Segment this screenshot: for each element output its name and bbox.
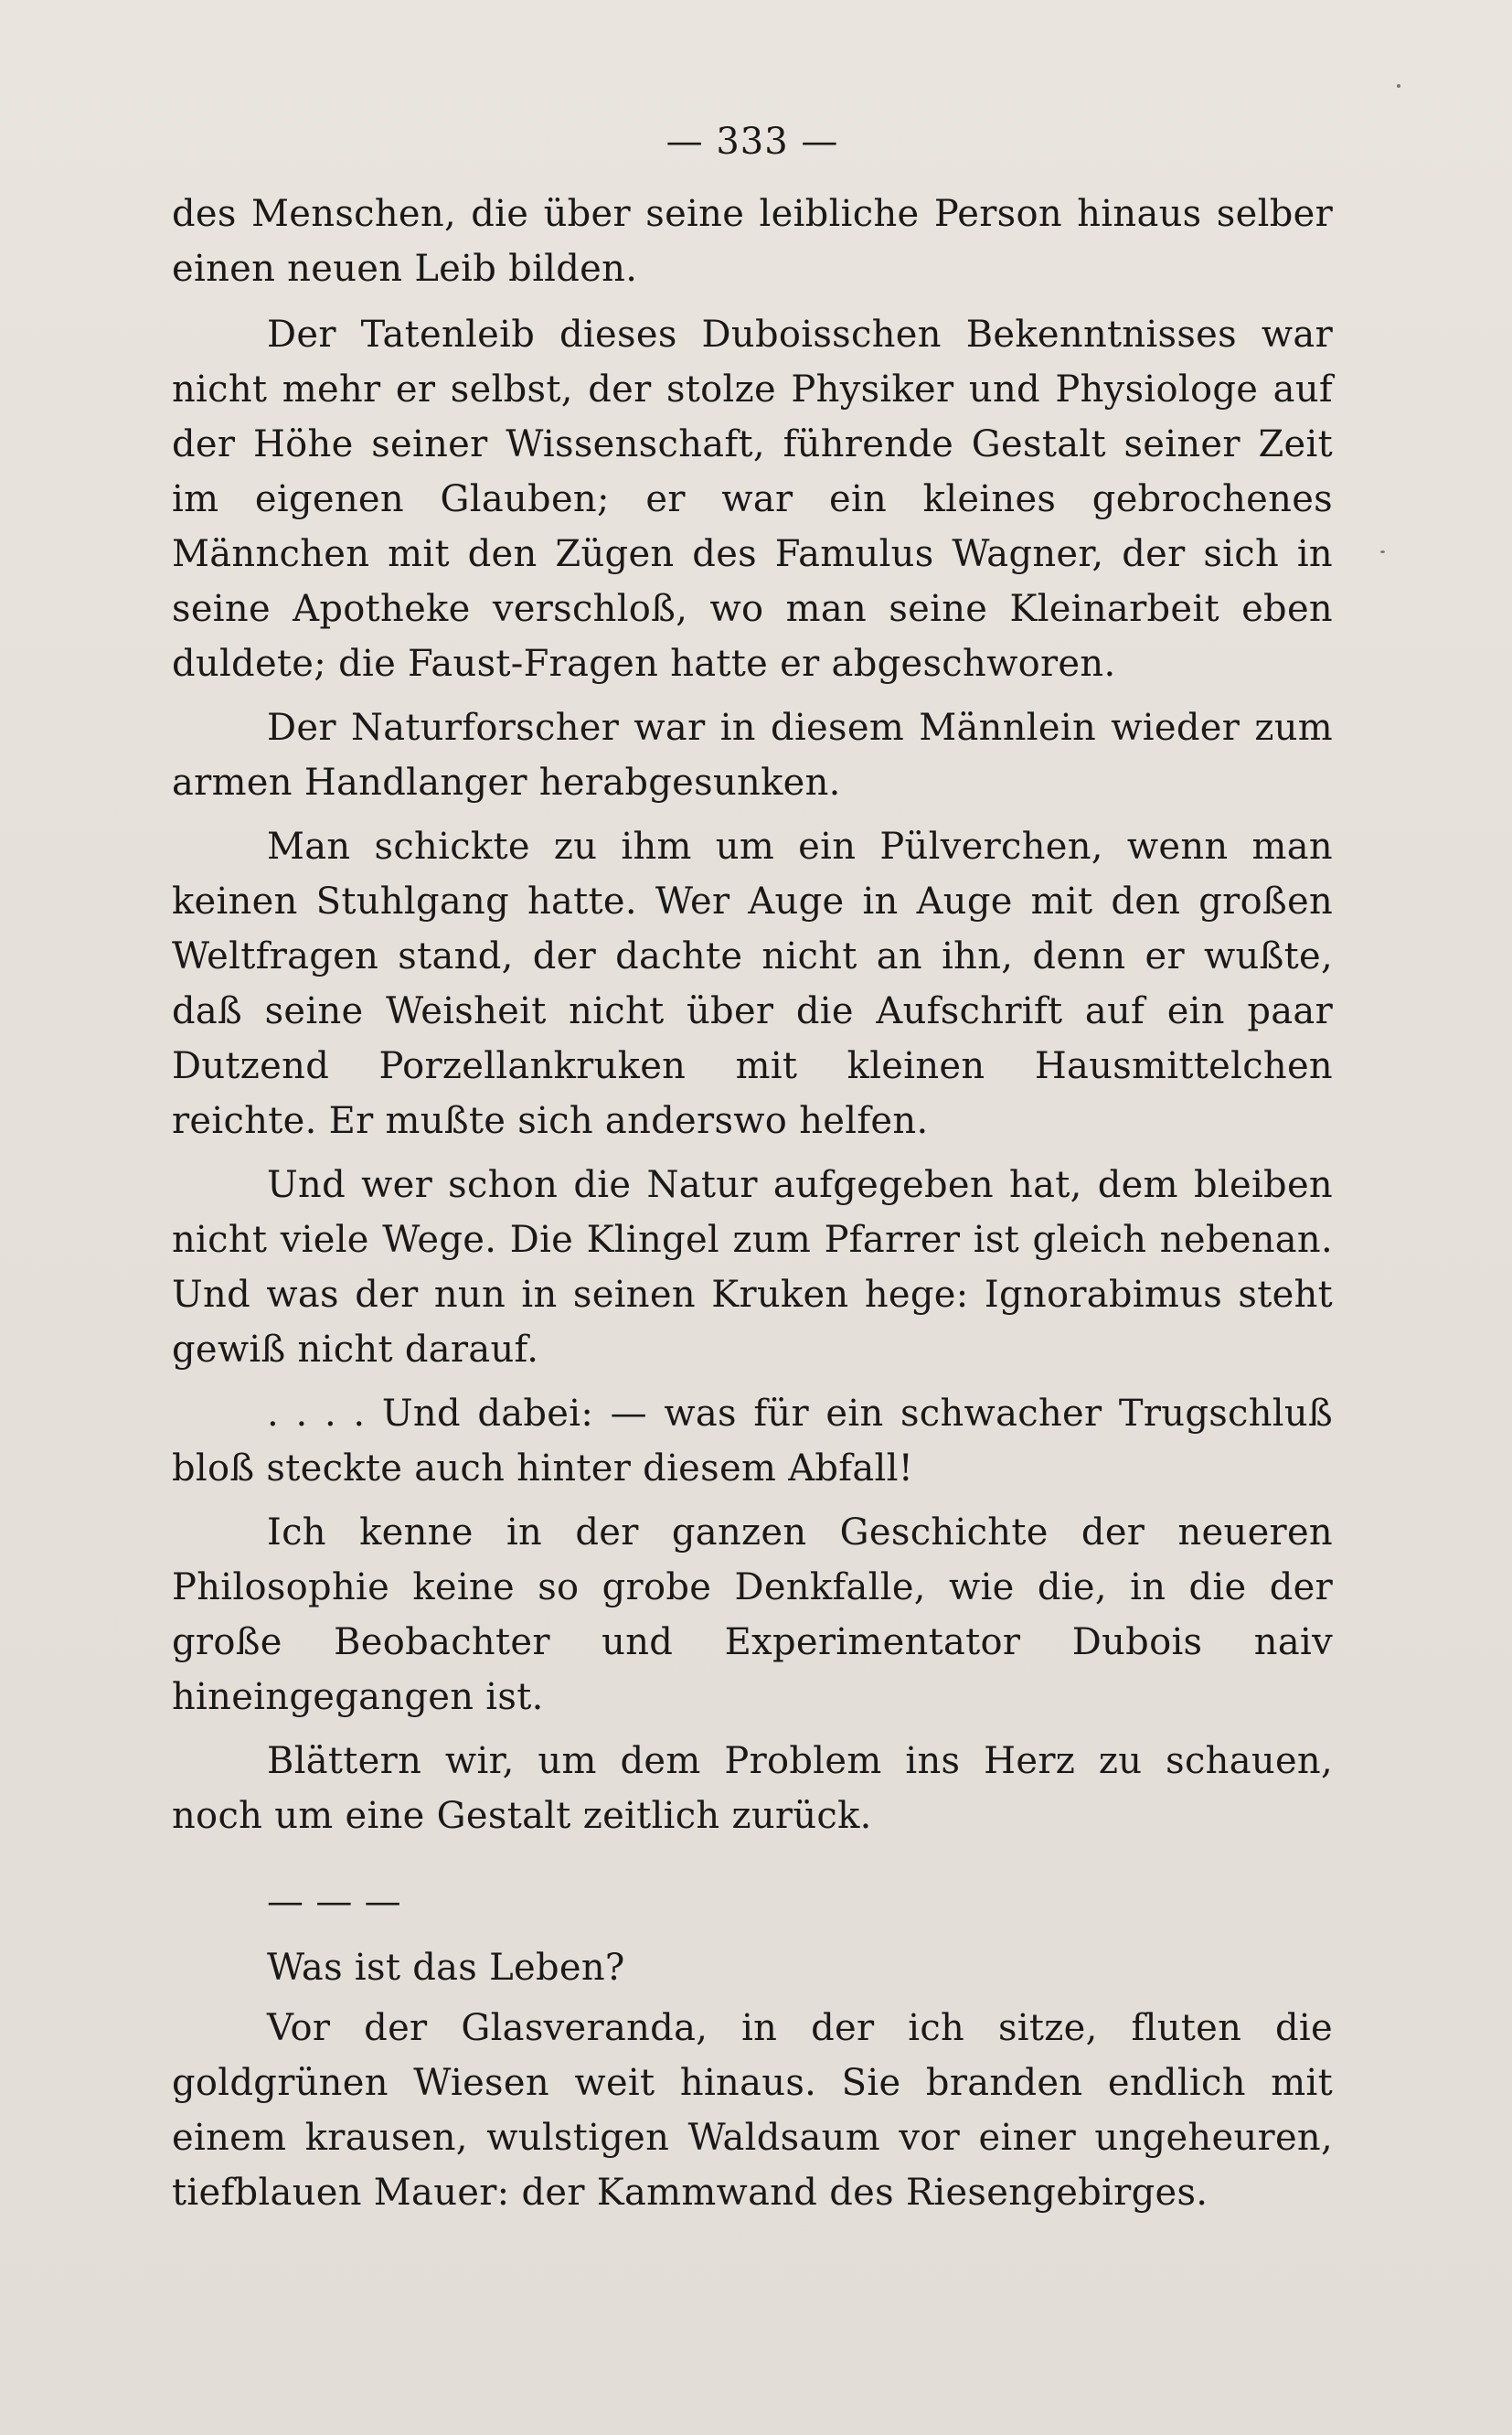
- paragraph: Der Naturforscher war in diesem Männlein wieder zum armen Handlanger herabgesunken.: [172, 707, 1333, 804]
- paper-speck: [1397, 84, 1400, 88]
- section-heading: Was ist das Leben?: [267, 1947, 625, 1989]
- paragraph: Man schickte zu ihm um ein Pülverchen, wenn man keinen Stuhlgang hatte. Wer Auge in Auge mit den großen Weltfragen stand, der dachte nicht an ihn, denn er wußte, daß seine Weisheit nicht über die Aufschrift auf ein paar Dutzend Porzellankruken mit kleinen Hausmittelchen reichte. Er mußte sich anderswo helfen.: [172, 826, 1333, 1142]
- paragraph-continuation: des Menschen, die über seine leibliche Person hinaus selber einen neuen Leib bilden.: [172, 193, 1333, 290]
- page-text: [172, 110, 1333, 2229]
- paragraph: Blättern wir, um dem Problem ins Herz zu schauen, noch um eine Gestalt zeitlich zurück.: [172, 1740, 1333, 1837]
- page-number: — 333 —: [665, 121, 839, 163]
- paragraph: . . . . Und dabei: — was für ein schwacher Trugschluß bloß steckte auch hinter diesem Abfall!: [172, 1393, 1333, 1490]
- section-break: — — —: [267, 1881, 401, 1923]
- paragraph: Ich kenne in der ganzen Geschichte der neueren Philosophie keine so grobe Denkfalle, wie die, in die der große Beobachter und Experimentator Dubois naiv hineingegangen ist.: [172, 1511, 1333, 1718]
- paragraph: Vor der Glasveranda, in der ich sitze, fluten die goldgrünen Wiesen weit hinaus. Sie branden endlich mit einem krausen, wulstigen Waldsaum vor einer ungeheuren, tiefblauen Mauer: der Kammwand des Riesengebirges.: [172, 2007, 1333, 2214]
- paper-speck: [1380, 550, 1385, 553]
- paragraph: Und wer schon die Natur aufgegeben hat, dem bleiben nicht viele Wege. Die Klingel zum Pfarrer ist gleich nebenan. Und was der nun in seinen Kruken hege: Ignorabimus steht gewiß nicht darauf.: [172, 1164, 1333, 1371]
- paragraph: Der Tatenleib dieses Duboisschen Bekenntnisses war nicht mehr er selbst, der stolze Physiker und Physiologe auf der Höhe seiner Wissenschaft, führende Gestalt seiner Zeit im eigenen Glauben; er war ein kleines gebrochenes Männchen mit den Zügen des Famulus Wagner, der sich in seine Apotheke verschloß, wo man seine Kleinarbeit eben duldete; die Faust-Fragen hatte er abgeschworen.: [172, 314, 1333, 685]
